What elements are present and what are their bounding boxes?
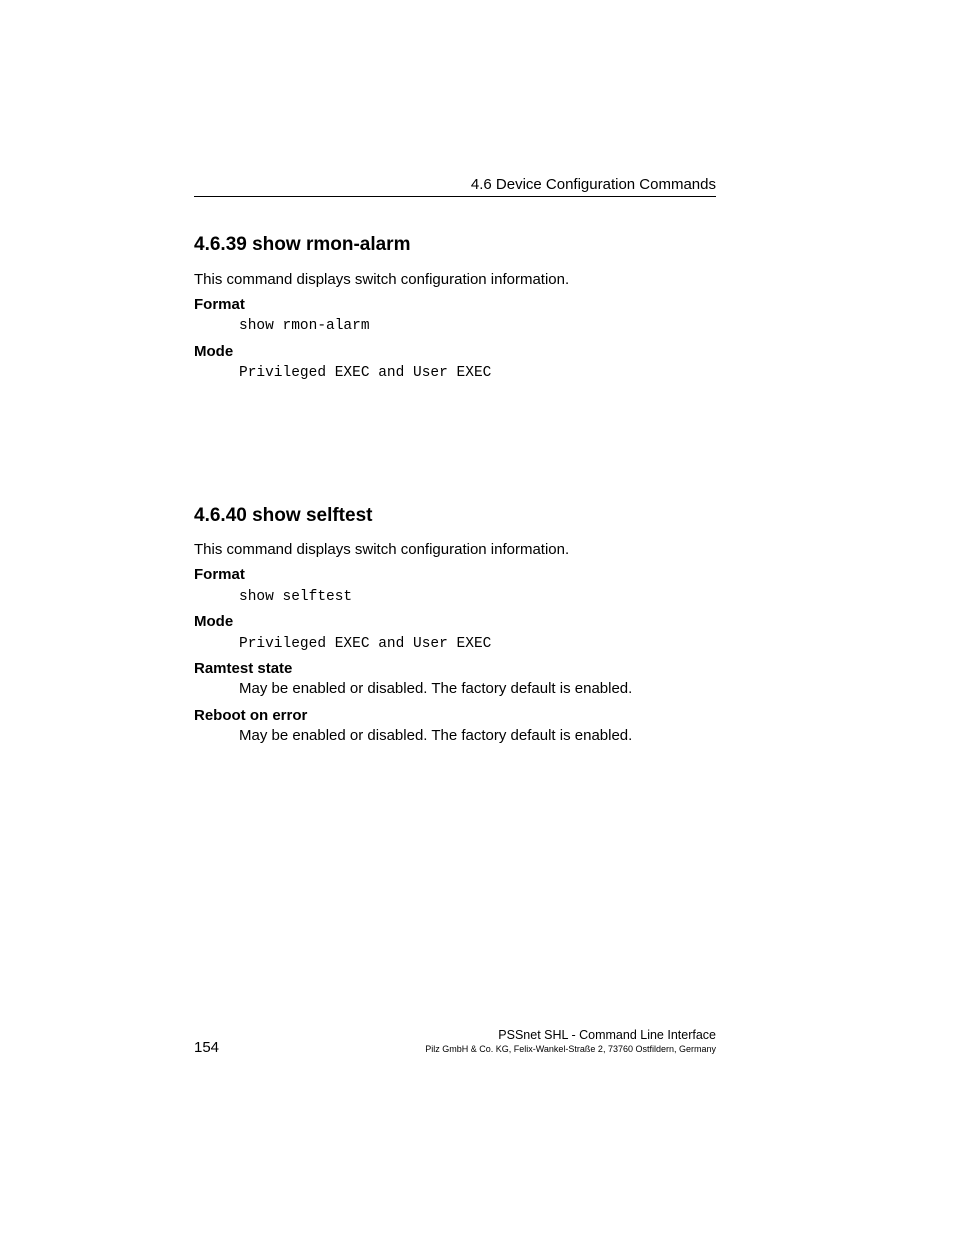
footer-address: Pilz GmbH & Co. KG, Felix-Wankel-Straße 2, 73760 Ostfildern, Germany <box>425 1044 716 1054</box>
field-text-reboot-on-error: May be enabled or disabled. The factory default is enabled. <box>239 727 633 744</box>
format-label: Format <box>194 566 245 583</box>
field-label-ramtest-state: Ramtest state <box>194 660 293 677</box>
mode-value: Privileged EXEC and User EXEC <box>239 365 492 381</box>
mode-label: Mode <box>194 343 234 360</box>
header-section-title: 4.6 Device Configuration Commands <box>470 176 716 193</box>
format-value: show selftest <box>239 589 353 605</box>
section-heading: 4.6.40 show selftest <box>194 505 373 526</box>
format-value: show rmon-alarm <box>239 318 370 334</box>
page-number: 154 <box>194 1039 220 1056</box>
field-label-reboot-on-error: Reboot on error <box>194 707 308 724</box>
footer-document-title: PSSnet SHL - Command Line Interface <box>498 1028 716 1042</box>
format-label: Format <box>194 296 245 313</box>
mode-label: Mode <box>194 613 234 630</box>
section-heading: 4.6.39 show rmon-alarm <box>194 234 411 255</box>
header-divider <box>194 196 716 197</box>
section-description: This command displays switch configuration information. <box>194 271 570 288</box>
section-description: This command displays switch configuration information. <box>194 541 570 558</box>
mode-value: Privileged EXEC and User EXEC <box>239 636 492 652</box>
field-text-ramtest-state: May be enabled or disabled. The factory default is enabled. <box>239 680 633 697</box>
